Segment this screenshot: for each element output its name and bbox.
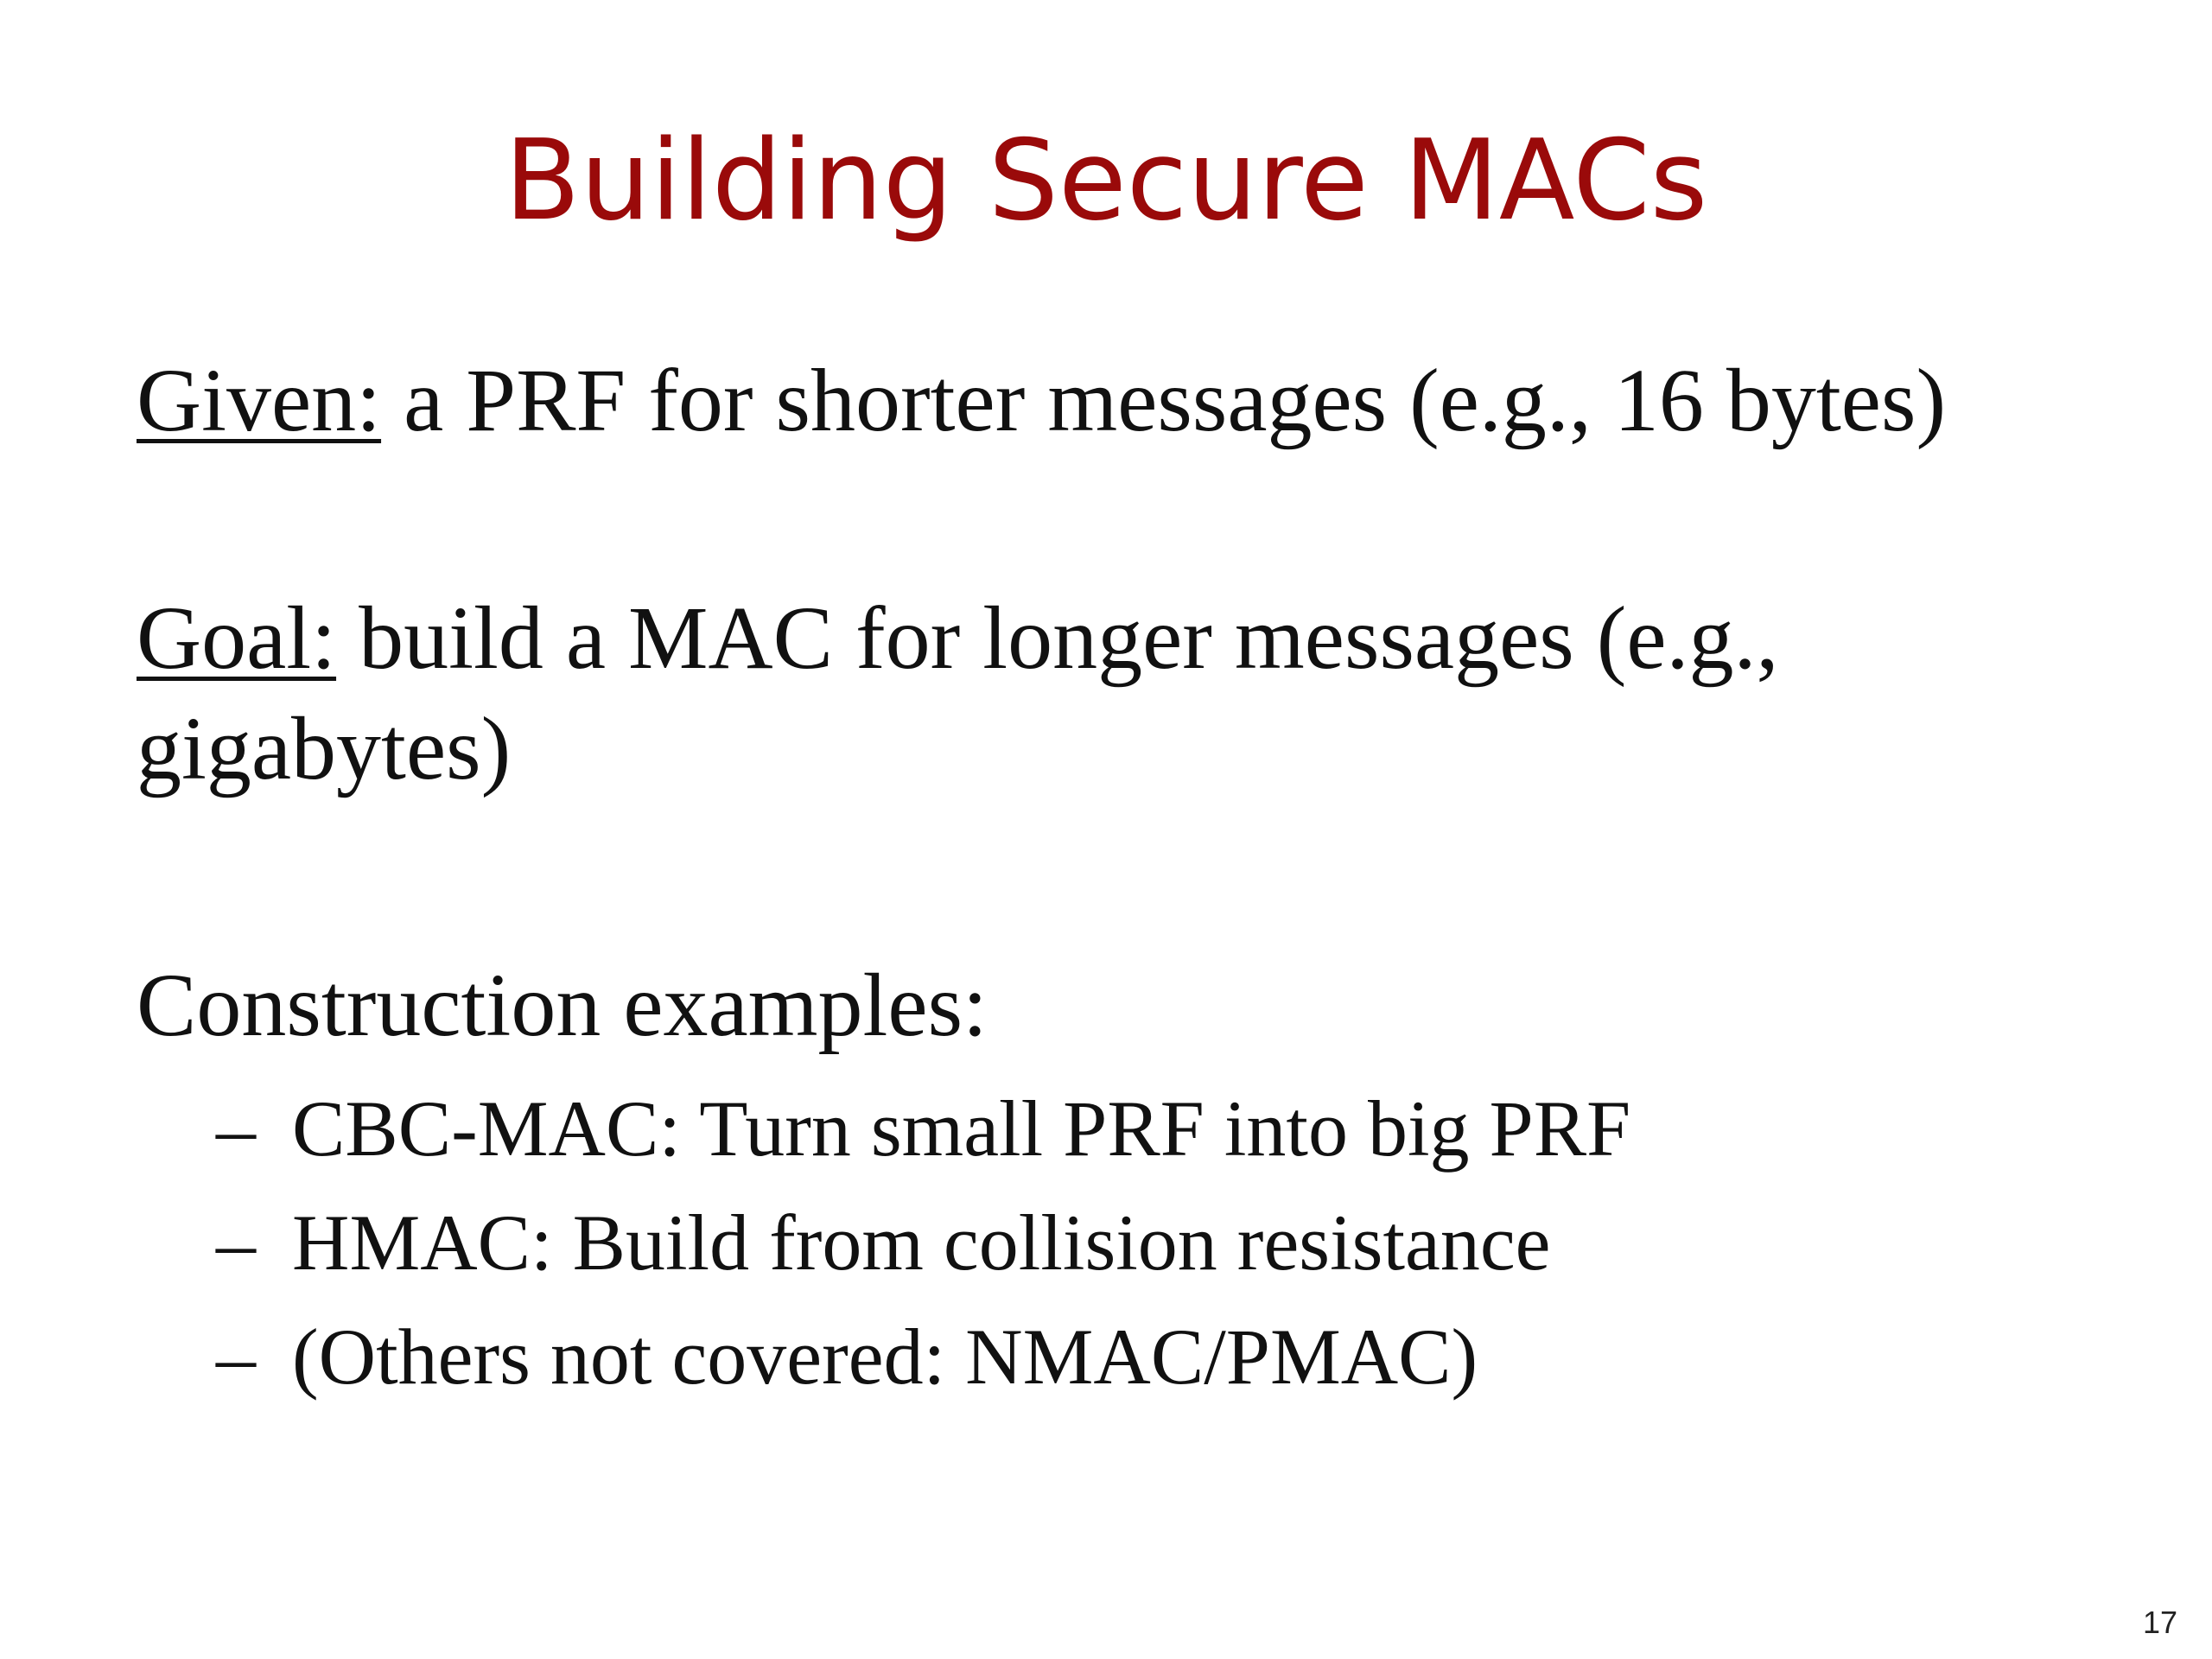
construction-heading: Construction examples:	[137, 956, 988, 1055]
example-text: (Others not covered: NMAC/PMAC)	[292, 1313, 1478, 1401]
given-paragraph	[137, 346, 1968, 456]
bullet-dash: –	[216, 1198, 256, 1287]
goal-text: build a MAC for longer messages (e.g., gigabytes)	[137, 588, 1779, 798]
example-text: CBC-MAC: Turn small PRF into big PRF	[292, 1084, 1631, 1173]
given-label: Given:	[137, 351, 382, 450]
bullet-dash: –	[216, 1084, 256, 1173]
examples-list	[216, 1071, 1630, 1414]
bullet-dash: –	[216, 1313, 256, 1401]
list-item	[216, 1300, 1630, 1414]
goal-label: Goal:	[137, 588, 337, 688]
example-text: HMAC: Build from collision resistance	[292, 1198, 1551, 1287]
list-item	[216, 1071, 1630, 1185]
goal-paragraph	[137, 583, 1865, 804]
list-item	[216, 1185, 1630, 1300]
given-text: a PRF for shorter messages (e.g., 16 bytes)	[381, 351, 1947, 450]
slide-title: Building Secure MACs	[504, 117, 1708, 245]
page-number: 17	[2142, 1605, 2177, 1640]
